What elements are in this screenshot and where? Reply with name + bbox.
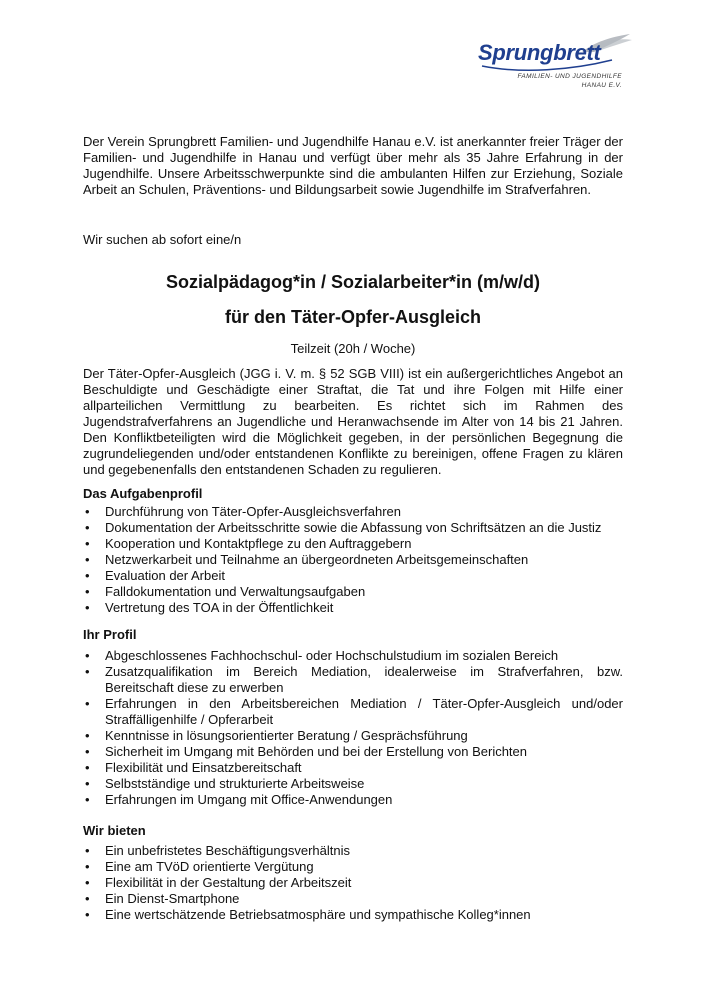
logo-subtitle-line1: FAMILIEN- UND JUGENDHILFE xyxy=(517,73,622,80)
bullet-icon: • xyxy=(85,875,90,890)
job-title: Sozialpädagog*in / Sozialarbeiter*in (m/w/d) xyxy=(165,272,541,292)
list-item-text: Zusatzqualifikation im Bereich Mediation, idealerweise im Strafverfahren, bzw. Bereitschaft diese zu erwerben xyxy=(105,664,623,695)
bullet-icon: • xyxy=(85,776,90,791)
job-title-line2: für den Täter-Opfer-Ausgleich xyxy=(224,307,482,327)
list-item xyxy=(83,843,623,859)
list-item-text: Kenntnisse in lösungsorientierter Beratung / Gesprächsführung xyxy=(105,728,468,743)
list-item-text: Selbstständige und strukturierte Arbeitsweise xyxy=(105,776,365,791)
list-item-text: Dokumentation der Arbeitsschritte sowie die Abfassung von Schriftsätzen an die Justiz xyxy=(105,520,602,535)
list-wir-bieten xyxy=(83,843,623,923)
list-profil xyxy=(83,648,623,808)
bullet-icon: • xyxy=(85,891,90,906)
bullet-icon: • xyxy=(85,536,90,551)
company-logo xyxy=(472,30,632,92)
list-item-text: Netzwerkarbeit und Teilnahme an übergeordneten Arbeitsgemeinschaften xyxy=(105,552,529,567)
bullet-icon: • xyxy=(85,859,90,874)
list-item-text: Eine wertschätzende Betriebsatmosphäre und sympathische Kolleg*innen xyxy=(105,907,531,922)
list-item xyxy=(83,504,623,520)
list-item xyxy=(83,907,623,923)
list-item xyxy=(83,776,623,792)
section-heading-wir-bieten: Wir bieten xyxy=(83,823,146,838)
bullet-icon: • xyxy=(85,648,90,663)
list-item-text: Durchführung von Täter-Opfer-Ausgleichsverfahren xyxy=(105,504,402,519)
bullet-icon: • xyxy=(85,907,90,922)
bullet-icon: • xyxy=(85,568,90,583)
document-body xyxy=(83,134,623,922)
list-item xyxy=(83,552,623,568)
list-item-text: Erfahrungen in den Arbeitsbereichen Mediation / Täter-Opfer-Ausgleich und/oder Straffälligenhilfe / Opferarbeit xyxy=(105,696,623,727)
job-subtitle: Teilzeit (20h / Woche) xyxy=(290,341,416,356)
list-item-text: Eine am TVöD orientierte Vergütung xyxy=(105,859,314,874)
search-line: Wir suchen ab sofort eine/n xyxy=(83,232,242,247)
bullet-icon: • xyxy=(85,664,90,679)
section-heading-aufgabenprofil: Das Aufgabenprofil xyxy=(83,486,203,501)
list-item-text: Falldokumentation und Verwaltungsaufgaben xyxy=(105,584,366,599)
list-item-text: Ein Dienst-Smartphone xyxy=(105,891,240,906)
list-item xyxy=(83,760,623,776)
list-item xyxy=(83,728,623,744)
list-item xyxy=(83,648,623,664)
list-item-text: Erfahrungen im Umgang mit Office-Anwendungen xyxy=(105,792,393,807)
list-item xyxy=(83,875,623,891)
list-item-text: Evaluation der Arbeit xyxy=(105,568,225,583)
list-item xyxy=(83,568,623,584)
bullet-icon: • xyxy=(85,744,90,759)
bullet-icon: • xyxy=(85,584,90,599)
list-item-text: Abgeschlossenes Fachhochschul- oder Hochschulstudium im sozialen Bereich xyxy=(105,648,559,663)
bullet-icon: • xyxy=(85,760,90,775)
list-item xyxy=(83,584,623,600)
intro-paragraph: Der Verein Sprungbrett Familien- und Jugendhilfe Hanau e.V. ist anerkannter freier Träger der Familien- und Jugendhilfe in Hanau und verfügt über mehr als 35 Jahre Erfahrung in der Jugendhilfe. Unsere Arbeitsschwerpunkte sind die ambulanten Hilfen zur Erziehung, Soziale Arbeit an Schulen, Präventions- und Bildungsarbeit sowie Jugendhilfe im Strafverfahren. xyxy=(83,134,623,197)
list-item xyxy=(83,744,623,760)
list-item-text: Kooperation und Kontaktpflege zu den Auftraggebern xyxy=(105,536,412,551)
list-item xyxy=(83,696,623,728)
list-item-text: Flexibilität in der Gestaltung der Arbeitszeit xyxy=(105,875,352,890)
bullet-icon: • xyxy=(85,728,90,743)
bullet-icon: • xyxy=(85,696,90,711)
bullet-icon: • xyxy=(85,552,90,567)
list-item xyxy=(83,520,623,536)
list-item-text: Flexibilität und Einsatzbereitschaft xyxy=(105,760,302,775)
bullet-icon: • xyxy=(85,843,90,858)
list-item xyxy=(83,859,623,875)
logo-brand-text: Sprungbrett xyxy=(478,40,601,65)
section-heading-profil: Ihr Profil xyxy=(83,627,137,642)
list-item xyxy=(83,891,623,907)
job-description: Der Täter-Opfer-Ausgleich (JGG i. V. m. § 52 SGB VIII) ist ein außergerichtliches Angebot an Beschuldigte und Geschädigte einer Straftat, die Tat und ihre Folgen mit Hilfe einer allparteilichen Vermittlung zu bearbeiten. Es richtet sich im Rahmen des Jugendstrafverfahrens an Jugendliche und Heranwachsende im Alter von 14 bis 21 Jahren. Den Konfliktbeteiligten wird die Möglichkeit gegeben, in der persönlichen Begegnung die zugrundeliegenden und/oder entstandenen Konflikte zu bereinigen, offene Fragen zu klären und gegebenenfalls den entstandenen Schaden zu regulieren. xyxy=(83,366,623,477)
bullet-icon: • xyxy=(85,792,90,807)
bullet-icon: • xyxy=(85,520,90,535)
list-aufgabenprofil xyxy=(83,504,623,616)
list-item-text: Ein unbefristetes Beschäftigungsverhältnis xyxy=(105,843,350,858)
list-item xyxy=(83,664,623,696)
bullet-icon: • xyxy=(85,504,90,519)
list-item xyxy=(83,792,623,808)
list-item-text: Vertretung des TOA in der Öffentlichkeit xyxy=(105,600,334,615)
list-item xyxy=(83,600,623,616)
logo-subtitle-line2: HANAU E.V. xyxy=(581,82,622,89)
bullet-icon: • xyxy=(85,600,90,615)
list-item-text: Sicherheit im Umgang mit Behörden und bei der Erstellung von Berichten xyxy=(105,744,528,759)
list-item xyxy=(83,536,623,552)
